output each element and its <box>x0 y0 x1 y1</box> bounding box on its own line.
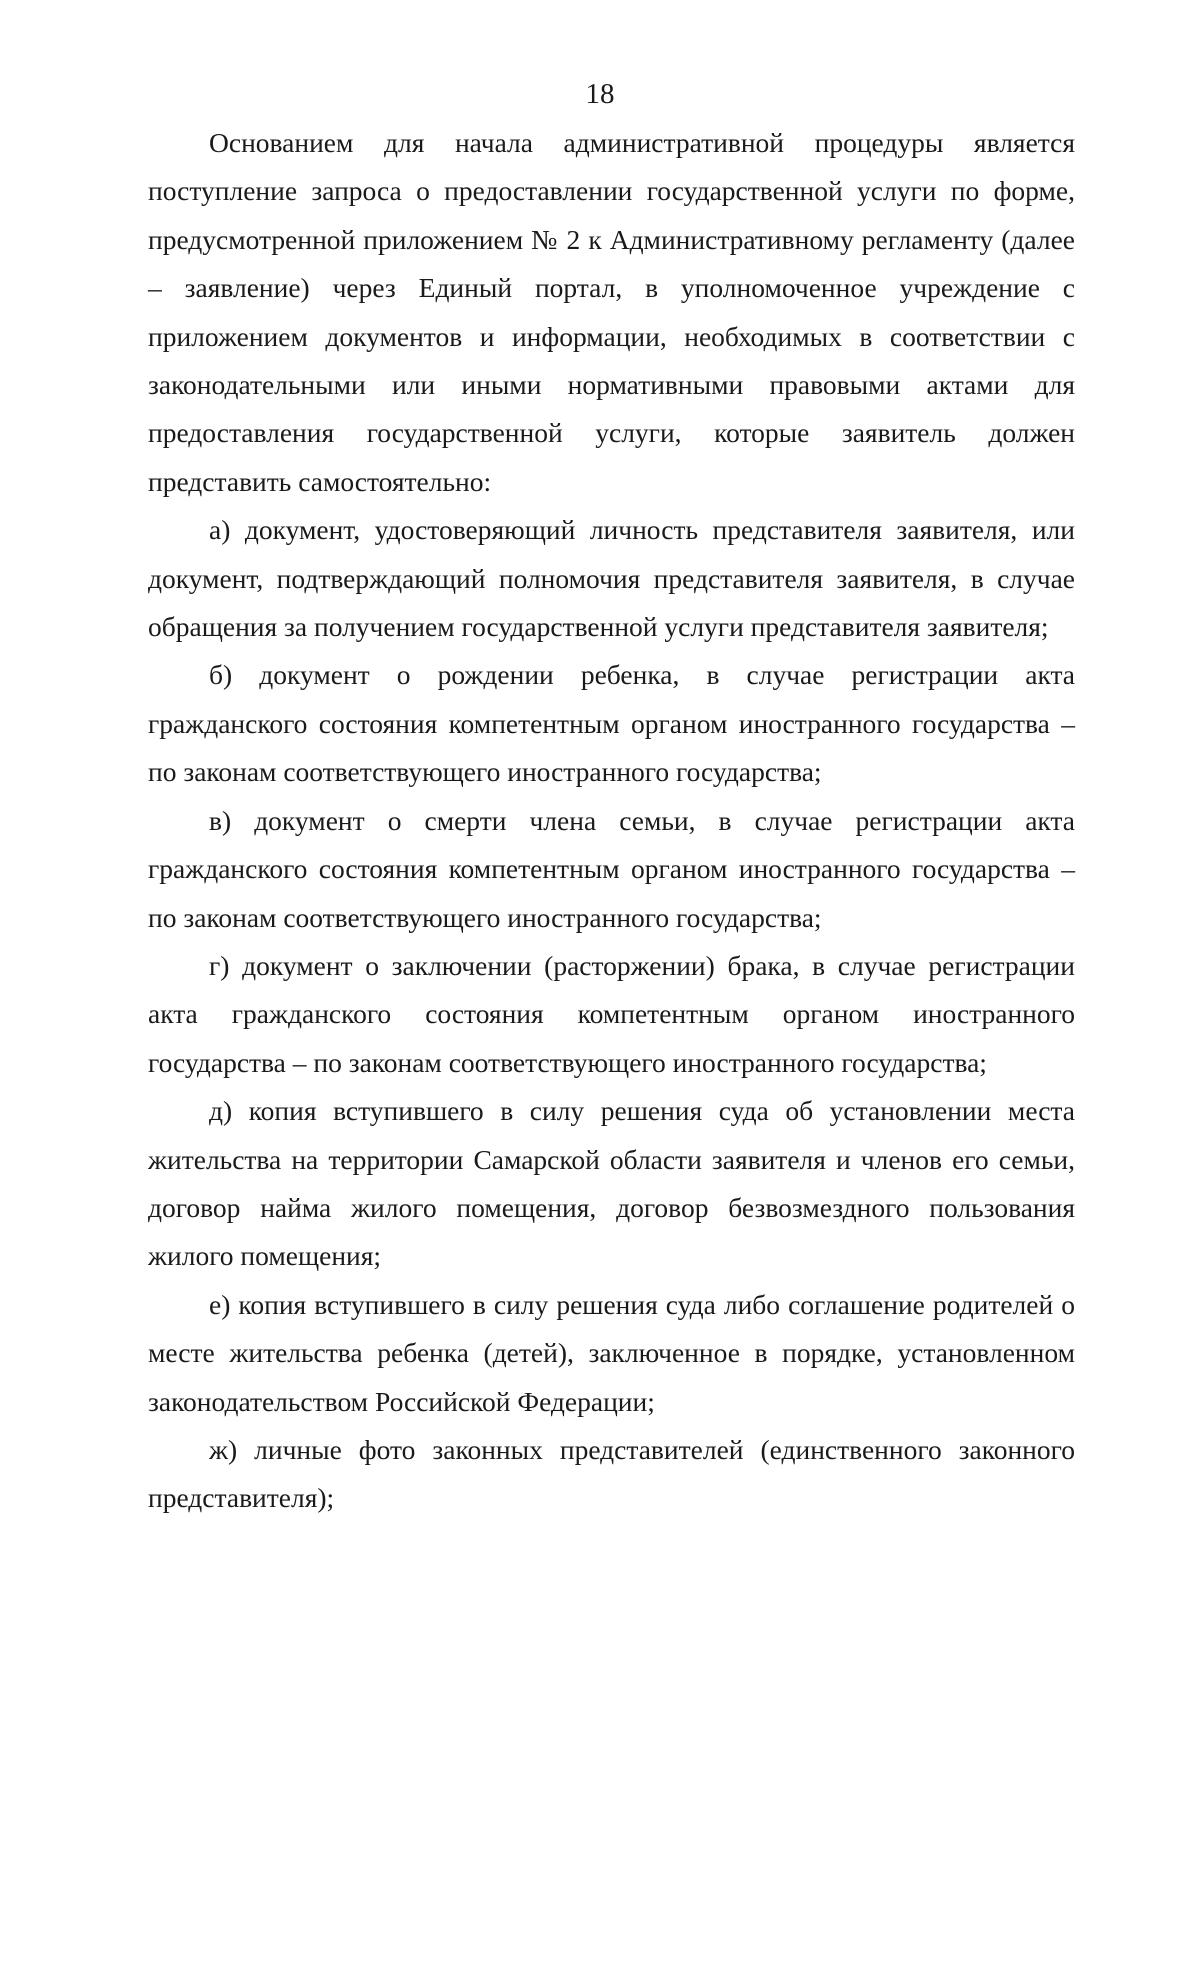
list-item-v: в) документ о смерти члена семьи, в случае регистрации акта гражданского состояния компетентным органом иностранного государства – по законам соответствующего иностранного государства; <box>148 804 1075 933</box>
list-item-d: д) копия вступившего в силу решения суда об установлении места жительства на территории Самарской области заявителя и членов его семьи, договор найма жилого помещения, договор безвозмездного пользования жилого помещения; <box>148 1095 1075 1272</box>
list-item-g: г) документ о заключении (расторжении) брака, в случае регистрации акта гражданского состояния компетентным органом иностранного государства – по законам соответствующего иностранного государства; <box>148 949 1075 1078</box>
list-item-zh: ж) личные фото законных представителей (единственного законного представителя); <box>148 1433 1075 1514</box>
page-number: 18 <box>585 78 615 110</box>
document-body <box>148 119 1075 1523</box>
list-item-a: а) документ, удостоверяющий личность представителя заявителя, или документ, подтверждающий полномочия представителя заявителя, в случае обращения за получением государственной услуги представителя заявителя; <box>148 514 1075 643</box>
list-item-e: е) копия вступившего в силу решения суда либо соглашение родителей о месте жительства ребенка (детей), заключенное в порядке, установленном законодательством Российской Федерации; <box>148 1288 1075 1417</box>
intro-paragraph: Основанием для начала административной процедуры является поступление запроса о предоставлении государственной услуги по форме, предусмотренной приложением № 2 к Административному регламенту (далее – заявление) через Единый портал, в уполномоченное учреждение с приложением документов и информации, необходимых в соответствии с законодательными или иными нормативными правовыми актами для предоставления государственной услуги, которые заявитель должен представить самостоятельно: <box>148 127 1075 497</box>
document-list <box>148 506 1075 1523</box>
list-item-b: б) документ о рождении ребенка, в случае регистрации акта гражданского состояния компетентным органом иностранного государства – по законам соответствующего иностранного государства; <box>148 659 1075 788</box>
